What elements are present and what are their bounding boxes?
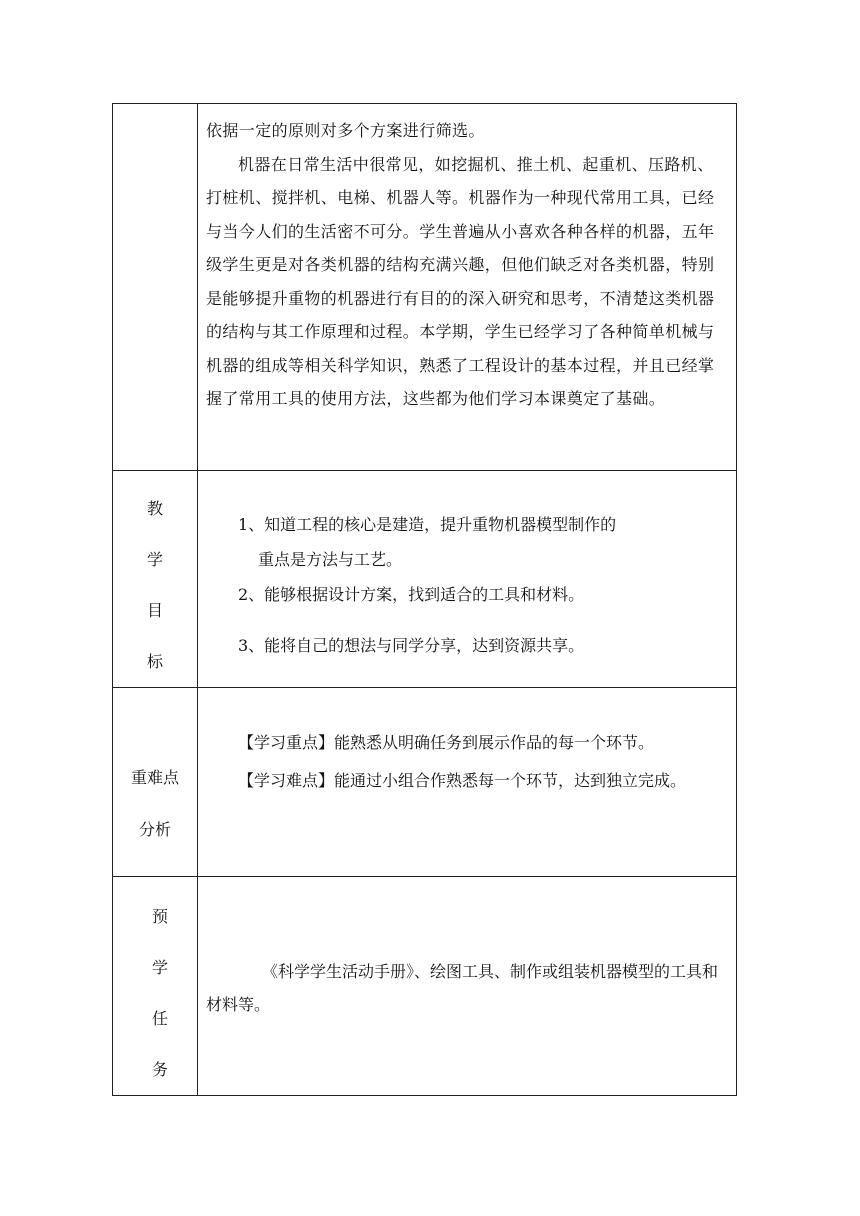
goal-item-1-continued: 重点是方法与工艺。 xyxy=(258,550,403,569)
goals-label-char-1: 教 xyxy=(146,499,163,518)
key-points-content-cell xyxy=(198,688,737,877)
learning-difficulty: 【学习难点】能通过小组合作熟悉每一个环节，达到独立完成。 xyxy=(238,771,687,790)
learning-focus: 【学习重点】能熟悉从明确任务到展示作品的每一个环节。 xyxy=(238,733,655,752)
goals-label xyxy=(113,471,197,687)
goals-content-cell xyxy=(198,471,737,688)
goals-label-char-3: 目 xyxy=(146,601,163,620)
background-paragraph-1: 依据一定的原则对多个方案进行筛选。 xyxy=(206,121,485,140)
background-paragraph-2: 机器在日常生活中很常见，如挖掘机、推土机、起重机、压路机、打桩机、搅拌机、电梯、机器人等。机器作为一种现代常用工具，已经与当今人们的生活密不可分。学生普遍从小喜欢各种各样的机器，五年级学生更是对各类机器的结构充满兴趣，但他们缺乏对各类机器，特别是能够提升重物的机器进行有目的的深入研究和思考，不清楚这类机器的结构与其工作原理和过程。本学期，学生已经学习了各种简单机械与机器的组成等相关科学知识，熟悉了工程设计的基本过程，并且已经掌握了常用工具的使用方法，这些都为他们学习本课奠定了基础。 xyxy=(206,154,715,408)
goal-item-3: 3、能将自己的想法与同学分享，达到资源共享。 xyxy=(238,636,585,655)
background-row xyxy=(113,104,737,471)
goals-label-cell xyxy=(113,471,198,688)
preview-label-char-1: 预 xyxy=(151,907,168,926)
key-points-row xyxy=(113,688,737,877)
preview-text: 《科学学生活动手册》、绘图工具、制作或组装机器模型的工具和材料等。 xyxy=(206,962,719,1014)
key-points-label xyxy=(113,688,197,856)
background-content-cell xyxy=(198,104,737,471)
goals-label-char-2: 学 xyxy=(146,550,163,569)
preview-row xyxy=(113,877,737,1096)
preview-label-char-2: 学 xyxy=(151,958,168,977)
key-points-label-line-1: 重难点 xyxy=(130,768,179,787)
key-points-label-cell xyxy=(113,688,198,877)
preview-label-char-4: 务 xyxy=(151,1060,168,1079)
key-points-label-line-2: 分析 xyxy=(138,820,171,839)
goal-item-2: 2、能够根据设计方案，找到适合的工具和材料。 xyxy=(238,585,585,604)
goals-label-char-4: 标 xyxy=(146,652,163,671)
preview-label-cell xyxy=(113,877,198,1096)
preview-content-cell xyxy=(198,877,737,1096)
background-label-cell xyxy=(113,104,198,471)
goals-row xyxy=(113,471,737,688)
goal-item-1: 1、知道工程的核心是建造，提升重物机器模型制作的 xyxy=(238,515,617,534)
preview-label xyxy=(113,877,197,1095)
lesson-plan-table xyxy=(112,103,737,1096)
preview-label-char-3: 任 xyxy=(151,1009,168,1028)
